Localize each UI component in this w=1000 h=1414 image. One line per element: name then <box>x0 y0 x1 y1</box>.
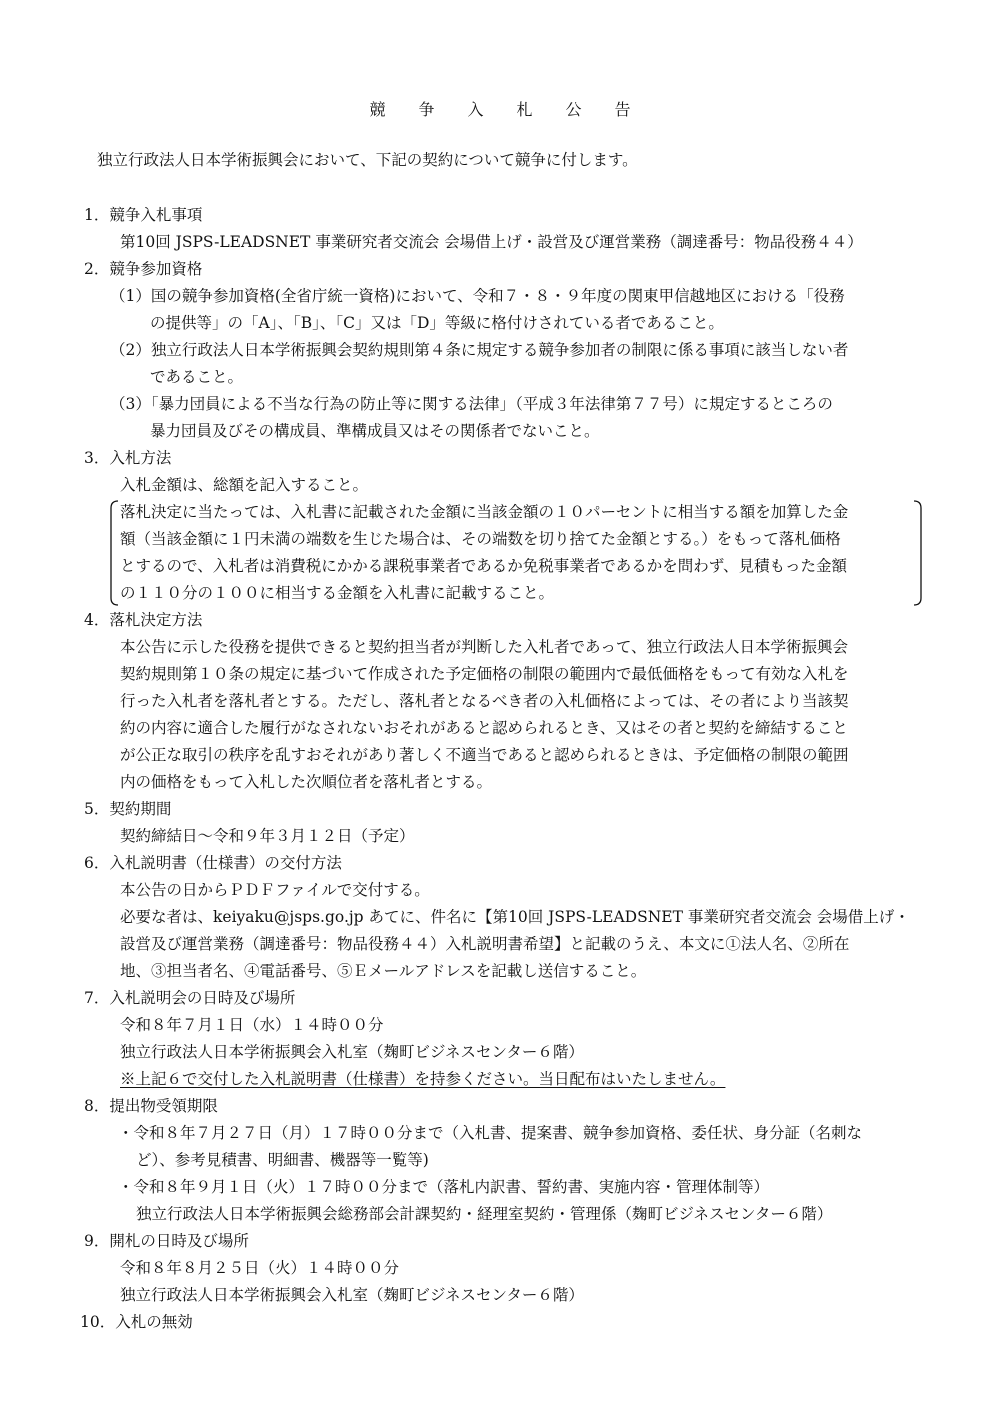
section-3-heading: 3．入札方法 <box>84 449 172 467</box>
section-2-item-2: （2）独立行政法人日本学術振興会契約規則第４条に規定する競争参加者の制限に係る事項に該当しない者 <box>110 341 849 359</box>
section-4-text-line: 行った入札者を落札者とする。ただし、落札者となるべき者の入札価格によっては、その者により当該契 <box>120 692 849 710</box>
section-1-text: 第10回 JSPS-LEADSNET 事業研究者交流会 会場借上げ・設営及び運営業務（調達番号：物品役務４４） <box>120 233 863 251</box>
section-3-text: 入札金額は、総額を記入すること。 <box>120 476 369 494</box>
section-8-submission-place: 独立行政法人日本学術振興会総務部会計課契約・経理室契約・管理係（麹町ビジネスセンター６階） <box>136 1205 833 1223</box>
section-3-note-line: 額（当該金額に１円未満の端数を生じた場合は、その端数を切り捨てた金額とする。）をもって落札価格 <box>120 530 841 548</box>
page-title: 競争入札公告 <box>369 100 664 119</box>
note-bracket-left <box>108 500 120 606</box>
section-7-datetime: 令和８年７月１日（水）１４時００分 <box>120 1016 384 1034</box>
section-4-text-line: 本公告に示した役務を提供できると契約担当者が判断した入札者であって、独立行政法人日本学術振興会 <box>120 638 849 656</box>
section-8-heading: 8．提出物受領期限 <box>84 1097 218 1115</box>
section-2-heading: 2．競争参加資格 <box>84 260 203 278</box>
section-6-text-line: 必要な者は、keiyaku@jsps.go.jp あてに、件名に【第10回 JSPS-LEADSNET 事業研究者交流会 会場借上げ・ <box>120 908 910 926</box>
section-5-heading: 5．契約期間 <box>84 800 172 818</box>
section-7-note: ※上記６で交付した入札説明書（仕様書）を持参ください。当日配布はいたしません。 <box>120 1070 726 1088</box>
section-6-text-line: 本公告の日からＰＤＦファイルで交付する。 <box>120 881 430 899</box>
note-bracket-right <box>912 500 924 606</box>
section-3-note-line: の１１０分の１００に相当する金額を入札書に記載すること。 <box>120 584 555 602</box>
section-2-item-2-cont: であること。 <box>150 368 244 386</box>
section-4-text-line: が公正な取引の秩序を乱すおそれがあり著しく不適当であると認められるときは、予定価格の制限の範囲 <box>120 746 849 764</box>
section-8-deadline-1-cont: ど）、参考見積書、明細書、機器等一覧等) <box>136 1151 429 1169</box>
section-4-text-line: 契約規則第１０条の規定に基づいて作成された予定価格の制限の範囲内で最低価格をもって有効な入札を <box>120 665 849 683</box>
section-4-text-line: 約の内容に適合した履行がなされないおそれがあると認められるとき、又はその者と契約を締結すること <box>120 719 848 737</box>
section-2-item-1: （1）国の競争参加資格(全省庁統一資格)において、令和７・８・９年度の関東甲信越地区における「役務 <box>110 287 845 305</box>
intro-text: 独立行政法人日本学術振興会において、下記の契約について競争に付します。 <box>97 151 638 169</box>
section-2-item-3-cont: 暴力団員及びその構成員、準構成員又はその関係者でないこと。 <box>150 422 600 440</box>
section-4-text-line: 内の価格をもって入札した次順位者を落札者とする。 <box>120 773 493 791</box>
section-5-text: 契約締結日～令和９年３月１２日（予定） <box>120 827 415 845</box>
section-6-text-line: 地、③担当者名、④電話番号、⑤Ｅメールアドレスを記載し送信すること。 <box>120 962 647 980</box>
section-1-heading: 1．競争入札事項 <box>84 206 203 224</box>
section-9-heading: 9．開札の日時及び場所 <box>84 1232 249 1250</box>
section-3-note-line: 落札決定に当たっては、入札書に記載された金額に当該金額の１０パーセントに相当する額を加算した金 <box>120 503 849 521</box>
section-6-text-line: 設営及び運営業務（調達番号：物品役務４４）入札説明書希望】と記載のうえ、本文に①法人名、②所在 <box>120 935 850 953</box>
section-7-heading: 7．入札説明会の日時及び場所 <box>84 989 296 1007</box>
section-7-place: 独立行政法人日本学術振興会入札室（麹町ビジネスセンター６階） <box>120 1043 584 1061</box>
section-8-deadline-2: ・令和８年９月１日（火）１７時００分まで（落札内訳書、誓約書、実施内容・管理体制等） <box>118 1178 770 1196</box>
section-2-item-3: （3）「暴力団員による不当な行為の防止等に関する法律」（平成３年法律第７７号）に規定するところの <box>110 395 833 413</box>
section-3-note-line: とするので、入札者は消費税にかかる課税事業者であるか免税事業者であるかを問わず、見積もった金額 <box>120 557 847 575</box>
section-2-item-1-cont: の提供等」の「A」、「B」、「C」又は「D」等級に格付けされている者であること。 <box>150 314 724 332</box>
section-10-heading: 10．入札の無効 <box>80 1313 193 1331</box>
section-9-place: 独立行政法人日本学術振興会入札室（麹町ビジネスセンター６階） <box>120 1286 584 1304</box>
section-8-deadline-1: ・令和８年７月２７日（月）１７時００分まで（入札書、提案書、競争参加資格、委任状、身分証（名刺な <box>118 1124 863 1142</box>
section-6-heading: 6．入札説明書（仕様書）の交付方法 <box>84 854 342 872</box>
section-4-heading: 4．落札決定方法 <box>84 611 203 629</box>
section-9-datetime: 令和８年８月２５日（火）１４時００分 <box>120 1259 400 1277</box>
